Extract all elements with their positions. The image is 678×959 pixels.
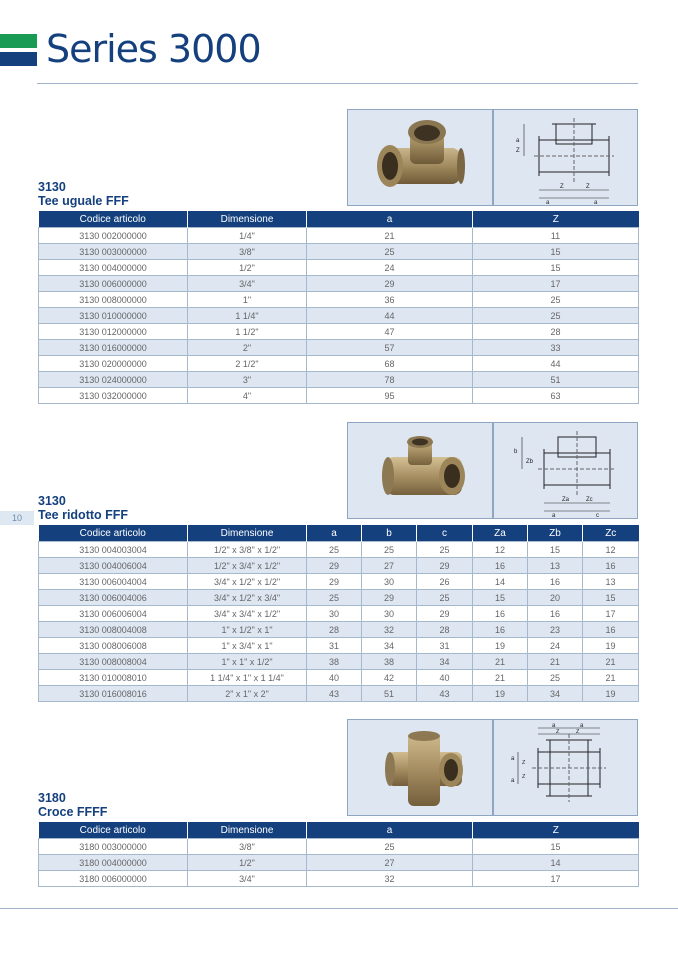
table-cell: 68 (307, 356, 473, 372)
table-cell: 1" (188, 292, 307, 308)
table-cell: 2" (188, 340, 307, 356)
table-cell: 25 (473, 292, 639, 308)
table-cell: 23 (528, 622, 583, 638)
cross-diagram (493, 719, 638, 816)
table-cell: 25 (307, 542, 362, 558)
spec-table-cross (38, 822, 639, 887)
table-cell: 15 (473, 244, 639, 260)
table-cell: 32 (307, 871, 473, 887)
table-cell: 1 1/4" x 1" x 1 1/4" (188, 670, 307, 686)
table-cell: 25 (473, 308, 639, 324)
table-cell: 14 (473, 855, 639, 871)
table-cell: 16 (528, 574, 583, 590)
logo-bar-green (0, 34, 37, 48)
column-header: Dimensione (188, 211, 307, 228)
cross-fitting-icon (348, 720, 492, 815)
table-row (39, 638, 639, 654)
table-cell: 1/4" (188, 228, 307, 244)
table-cell: 57 (307, 340, 473, 356)
dim-label-c: c (596, 513, 599, 518)
table-cell: 16 (528, 606, 583, 622)
table-cell: 3130 016008016 (39, 686, 188, 702)
dim-label-a: a (516, 138, 520, 144)
column-header: Za (473, 525, 528, 542)
table-cell: 3130 020000000 (39, 356, 188, 372)
dim-label-a: a (552, 513, 556, 518)
table-cell: 25 (362, 542, 417, 558)
column-header: b (362, 525, 417, 542)
table-cell: 3/4" (188, 276, 307, 292)
dim-label-a: a (580, 723, 584, 729)
table-cell: 29 (417, 606, 473, 622)
table-cell: 26 (417, 574, 473, 590)
table-row (39, 388, 639, 404)
table-cell: 29 (362, 590, 417, 606)
table-cell: 25 (528, 670, 583, 686)
table-cell: 13 (528, 558, 583, 574)
table-cell: 47 (307, 324, 473, 340)
table-cell: 16 (583, 622, 639, 638)
table-cell: 3/4" (188, 871, 307, 887)
table-cell: 3/8" (188, 839, 307, 855)
table-cell: 3/8" (188, 244, 307, 260)
table-cell: 15 (583, 590, 639, 606)
column-header: c (417, 525, 473, 542)
cross-photo (347, 719, 493, 816)
dim-label-a: a (552, 723, 556, 729)
table-cell: 2 1/2" (188, 356, 307, 372)
header-divider (37, 83, 638, 84)
table-row (39, 308, 639, 324)
table-cell: 25 (307, 590, 362, 606)
dim-label-z: Z (560, 184, 564, 190)
tee-equal-drawing (494, 110, 637, 205)
table-cell: 16 (473, 558, 528, 574)
table-cell: 31 (307, 638, 362, 654)
table-row (39, 622, 639, 638)
dim-label-za: Za (562, 497, 570, 503)
column-header: Dimensione (188, 822, 307, 839)
table-cell: 33 (473, 340, 639, 356)
table-cell: 25 (417, 590, 473, 606)
table-row (39, 244, 639, 260)
table-cell: 38 (362, 654, 417, 670)
dim-label-b: b (514, 449, 518, 455)
table-cell: 32 (362, 622, 417, 638)
table-cell: 95 (307, 388, 473, 404)
section-name: Croce FFFF (38, 805, 108, 819)
table-row (39, 276, 639, 292)
table-cell: 19 (473, 686, 528, 702)
table-cell: 21 (528, 654, 583, 670)
column-header: Dimensione (188, 525, 307, 542)
table-row (39, 228, 639, 244)
table-cell: 17 (583, 606, 639, 622)
table-cell: 19 (583, 638, 639, 654)
table-cell: 63 (473, 388, 639, 404)
table-cell: 30 (362, 574, 417, 590)
column-header: a (307, 525, 362, 542)
column-header: a (307, 211, 473, 228)
table-cell: 3180 006000000 (39, 871, 188, 887)
table-cell: 27 (307, 855, 473, 871)
table-cell: 15 (473, 590, 528, 606)
table-cell: 28 (307, 622, 362, 638)
table-row (39, 292, 639, 308)
table-cell: 3130 008004008 (39, 622, 188, 638)
table-cell: 1/2" x 3/4" x 1/2" (188, 558, 307, 574)
table-row (39, 670, 639, 686)
column-header: Codice articolo (39, 211, 188, 228)
table-cell: 38 (307, 654, 362, 670)
table-cell: 19 (473, 638, 528, 654)
table-cell: 20 (528, 590, 583, 606)
dim-label-zb: Zb (526, 459, 534, 465)
dim-label-z: Z (556, 729, 560, 735)
table-cell: 51 (473, 372, 639, 388)
spec-table-tee-equal (38, 211, 639, 404)
table-cell: 12 (473, 542, 528, 558)
table-cell: 21 (583, 670, 639, 686)
table-row (39, 654, 639, 670)
table-cell: 29 (417, 558, 473, 574)
table-cell: 40 (417, 670, 473, 686)
tee-equal-diagram (493, 109, 638, 206)
column-header: Zb (528, 525, 583, 542)
dim-label-zc: Zc (586, 497, 593, 503)
table-cell: 19 (583, 686, 639, 702)
table-cell: 28 (473, 324, 639, 340)
dim-label-z: Z (576, 729, 580, 735)
table-row (39, 855, 639, 871)
logo-bar-blue (0, 52, 37, 66)
section-header (38, 791, 107, 819)
dim-label-z: Z (516, 148, 520, 154)
table-cell: 28 (417, 622, 473, 638)
column-header: Codice articolo (39, 822, 188, 839)
table-row (39, 574, 639, 590)
table-cell: 1/2" x 3/8" x 1/2" (188, 542, 307, 558)
dim-label-a: a (594, 200, 598, 205)
table-cell: 13 (583, 574, 639, 590)
table-row (39, 590, 639, 606)
dim-label-a: a (546, 200, 550, 205)
table-cell: 1 1/2" (188, 324, 307, 340)
table-cell: 3/4" x 1/2" x 3/4" (188, 590, 307, 606)
table-cell: 16 (473, 606, 528, 622)
table-row (39, 260, 639, 276)
table-cell: 3130 008000000 (39, 292, 188, 308)
table-cell: 1" x 1/2" x 1" (188, 622, 307, 638)
table-cell: 3180 003000000 (39, 839, 188, 855)
table-cell: 24 (307, 260, 473, 276)
table-cell: 29 (307, 558, 362, 574)
table-cell: 14 (473, 574, 528, 590)
table-cell: 12 (583, 542, 639, 558)
table-cell: 25 (417, 542, 473, 558)
table-cell: 78 (307, 372, 473, 388)
table-cell: 29 (307, 276, 473, 292)
tee-reduced-diagram (493, 422, 638, 519)
table-cell: 42 (362, 670, 417, 686)
table-row (39, 542, 639, 558)
table-cell: 34 (362, 638, 417, 654)
section-code: 3130 (38, 494, 66, 508)
table-cell: 3" (188, 372, 307, 388)
cross-drawing (494, 720, 637, 815)
table-row (39, 606, 639, 622)
table-cell: 3130 004003004 (39, 542, 188, 558)
table-cell: 30 (362, 606, 417, 622)
table-cell: 34 (528, 686, 583, 702)
table-cell: 25 (307, 839, 473, 855)
column-header: Z (473, 211, 639, 228)
section-name: Tee uguale FFF (38, 194, 129, 208)
page-number: 10 (0, 511, 34, 525)
table-cell: 3130 006006004 (39, 606, 188, 622)
table-cell: 3130 008006008 (39, 638, 188, 654)
tee-reduced-fitting-icon (348, 423, 492, 518)
section-code: 3130 (38, 180, 66, 194)
tee-equal-photo (347, 109, 493, 206)
table-row (39, 839, 639, 855)
table-row (39, 372, 639, 388)
table-cell: 1" x 3/4" x 1" (188, 638, 307, 654)
table-cell: 51 (362, 686, 417, 702)
table-cell: 44 (473, 356, 639, 372)
table-cell: 29 (307, 574, 362, 590)
table-row (39, 686, 639, 702)
table-cell: 36 (307, 292, 473, 308)
table-cell: 21 (473, 654, 528, 670)
table-row (39, 340, 639, 356)
tee-equal-fitting-icon (348, 110, 492, 205)
table-cell: 27 (362, 558, 417, 574)
table-cell: 21 (473, 670, 528, 686)
table-cell: 44 (307, 308, 473, 324)
tee-reduced-drawing (494, 423, 637, 518)
dim-label-z: Z (522, 774, 526, 780)
table-row (39, 324, 639, 340)
table-cell: 17 (473, 871, 639, 887)
table-cell: 15 (528, 542, 583, 558)
table-cell: 3130 004006004 (39, 558, 188, 574)
table-cell: 1 1/4" (188, 308, 307, 324)
table-cell: 3/4" x 3/4" x 1/2" (188, 606, 307, 622)
table-cell: 3130 002000000 (39, 228, 188, 244)
table-cell: 3130 016000000 (39, 340, 188, 356)
table-cell: 3130 003000000 (39, 244, 188, 260)
table-cell: 3130 032000000 (39, 388, 188, 404)
table-cell: 3130 004000000 (39, 260, 188, 276)
table-cell: 40 (307, 670, 362, 686)
table-cell: 3130 008008004 (39, 654, 188, 670)
table-cell: 43 (307, 686, 362, 702)
dim-label-z: Z (586, 184, 590, 190)
section-header (38, 180, 129, 208)
table-cell: 3130 024000000 (39, 372, 188, 388)
dim-label-a: a (511, 778, 515, 784)
table-cell: 15 (473, 839, 639, 855)
section-header (38, 494, 128, 522)
section-code: 3180 (38, 791, 66, 805)
footer-divider (0, 908, 678, 909)
table-cell: 4" (188, 388, 307, 404)
table-cell: 3130 006004004 (39, 574, 188, 590)
table-cell: 3130 012000000 (39, 324, 188, 340)
column-header: Zc (583, 525, 639, 542)
table-cell: 34 (417, 654, 473, 670)
table-cell: 11 (473, 228, 639, 244)
table-row (39, 558, 639, 574)
section-name: Tee ridotto FFF (38, 508, 129, 522)
column-header: Codice articolo (39, 525, 188, 542)
table-cell: 43 (417, 686, 473, 702)
table-row (39, 871, 639, 887)
table-cell: 2" x 1" x 2" (188, 686, 307, 702)
table-cell: 1/2" (188, 260, 307, 276)
table-cell: 3/4" x 1/2" x 1/2" (188, 574, 307, 590)
dim-label-a: a (511, 756, 515, 762)
tee-reduced-photo (347, 422, 493, 519)
table-cell: 30 (307, 606, 362, 622)
table-cell: 3130 006000000 (39, 276, 188, 292)
table-cell: 3130 010000000 (39, 308, 188, 324)
table-cell: 17 (473, 276, 639, 292)
table-cell: 24 (528, 638, 583, 654)
table-cell: 3180 004000000 (39, 855, 188, 871)
table-cell: 21 (583, 654, 639, 670)
table-cell: 21 (307, 228, 473, 244)
table-cell: 15 (473, 260, 639, 276)
table-cell: 16 (583, 558, 639, 574)
dim-label-z: Z (522, 760, 526, 766)
column-header: a (307, 822, 473, 839)
page-title: Series 3000 (46, 27, 261, 71)
table-cell: 3130 010008010 (39, 670, 188, 686)
table-cell: 3130 006004006 (39, 590, 188, 606)
table-cell: 16 (473, 622, 528, 638)
table-row (39, 356, 639, 372)
column-header: Z (473, 822, 639, 839)
table-cell: 1/2" (188, 855, 307, 871)
table-cell: 31 (417, 638, 473, 654)
table-cell: 1" x 1" x 1/2" (188, 654, 307, 670)
table-cell: 25 (307, 244, 473, 260)
spec-table-tee-reduced (38, 525, 639, 702)
